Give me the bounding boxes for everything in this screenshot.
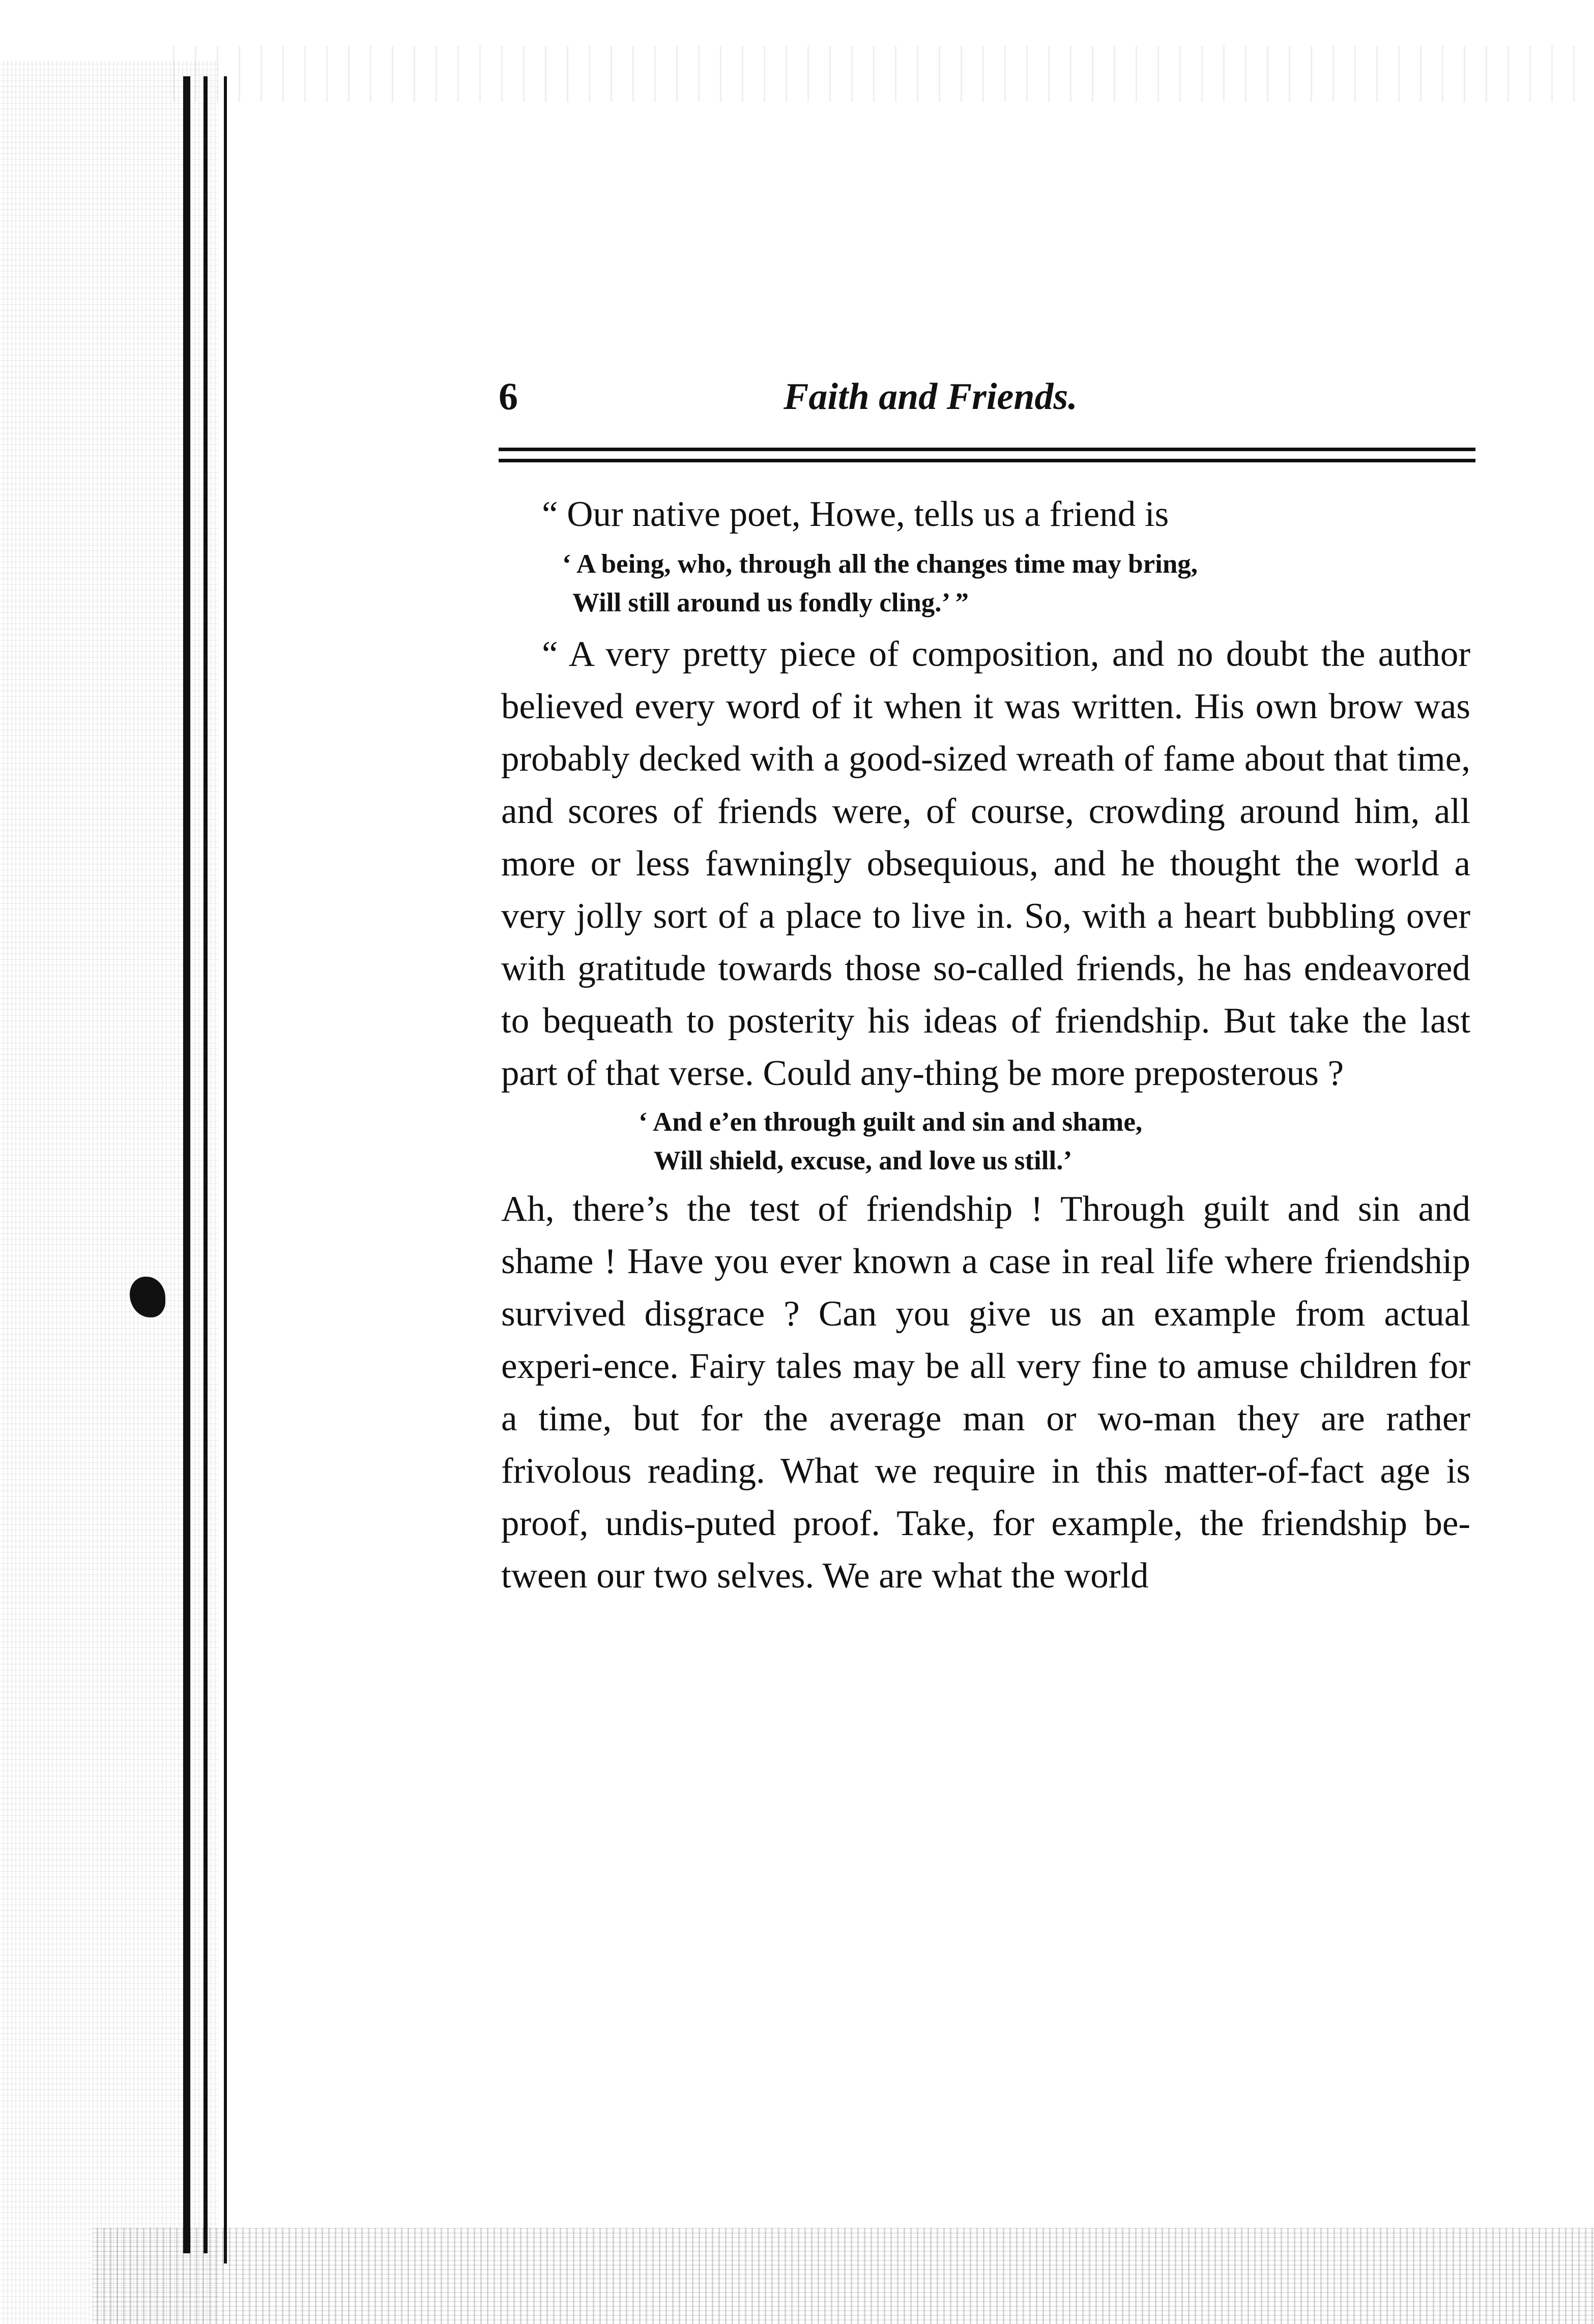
verse-line: ‘ And e’en through guilt and sin and shame,: [639, 1107, 1143, 1137]
text-block: [501, 488, 1470, 1602]
paragraph: “ A very pretty piece of composition, and no doubt the author believed every word of it when it was written. His own brow was probably decked with a good-sized wreath of fame about that time, and scores of friends were, of course, crowding around him, all more or less fawningly obsequious, and he thought the world a very jolly sort of a place to live in. So, with a heart bubbling over with gratitude towards those so-called friends, he has endeavored to bequeath to posterity his ideas of friendship. But take the last part of that verse. Could any-thing be more preposterous ?: [501, 634, 1470, 1093]
header-rule: [499, 448, 1475, 451]
paragraph: Ah, there’s the test of friendship ! Through guilt and sin and shame ! Have you ever known a case in real life where friendship survived disgrace ? Can you give us an example from actual experi-ence. Fairy tales may be all very fine to amuse children for a time, but for the average man or wo-man they are rather frivolous reading. What we require in this matter-of-fact age is proof, undis-puted proof. Take, for example, the friendship be-tween our two selves. We are what the world: [501, 1189, 1470, 1596]
binding-line: [224, 76, 227, 2263]
scan-noise-top: [153, 46, 1594, 102]
verse-quote: [501, 1103, 1470, 1180]
binding-line: [183, 76, 190, 2253]
header-rule: [499, 459, 1475, 462]
paragraph: “ Our native poet, Howe, tells us a friend is: [542, 494, 1169, 534]
binding-line: [204, 76, 208, 2253]
page-number: 6: [499, 375, 518, 418]
verse-quote: [501, 545, 1470, 622]
verse-line: ‘ A being, who, through all the changes time may bring,: [562, 549, 1198, 579]
running-head: [499, 366, 1491, 427]
verse-line: Will shield, excuse, and love us still.’: [654, 1146, 1073, 1175]
running-title: Faith and Friends.: [784, 376, 1078, 418]
verse-line: Will still around us fondly cling.’ ”: [572, 588, 969, 617]
scan-noise-bottom: [92, 2228, 1594, 2324]
